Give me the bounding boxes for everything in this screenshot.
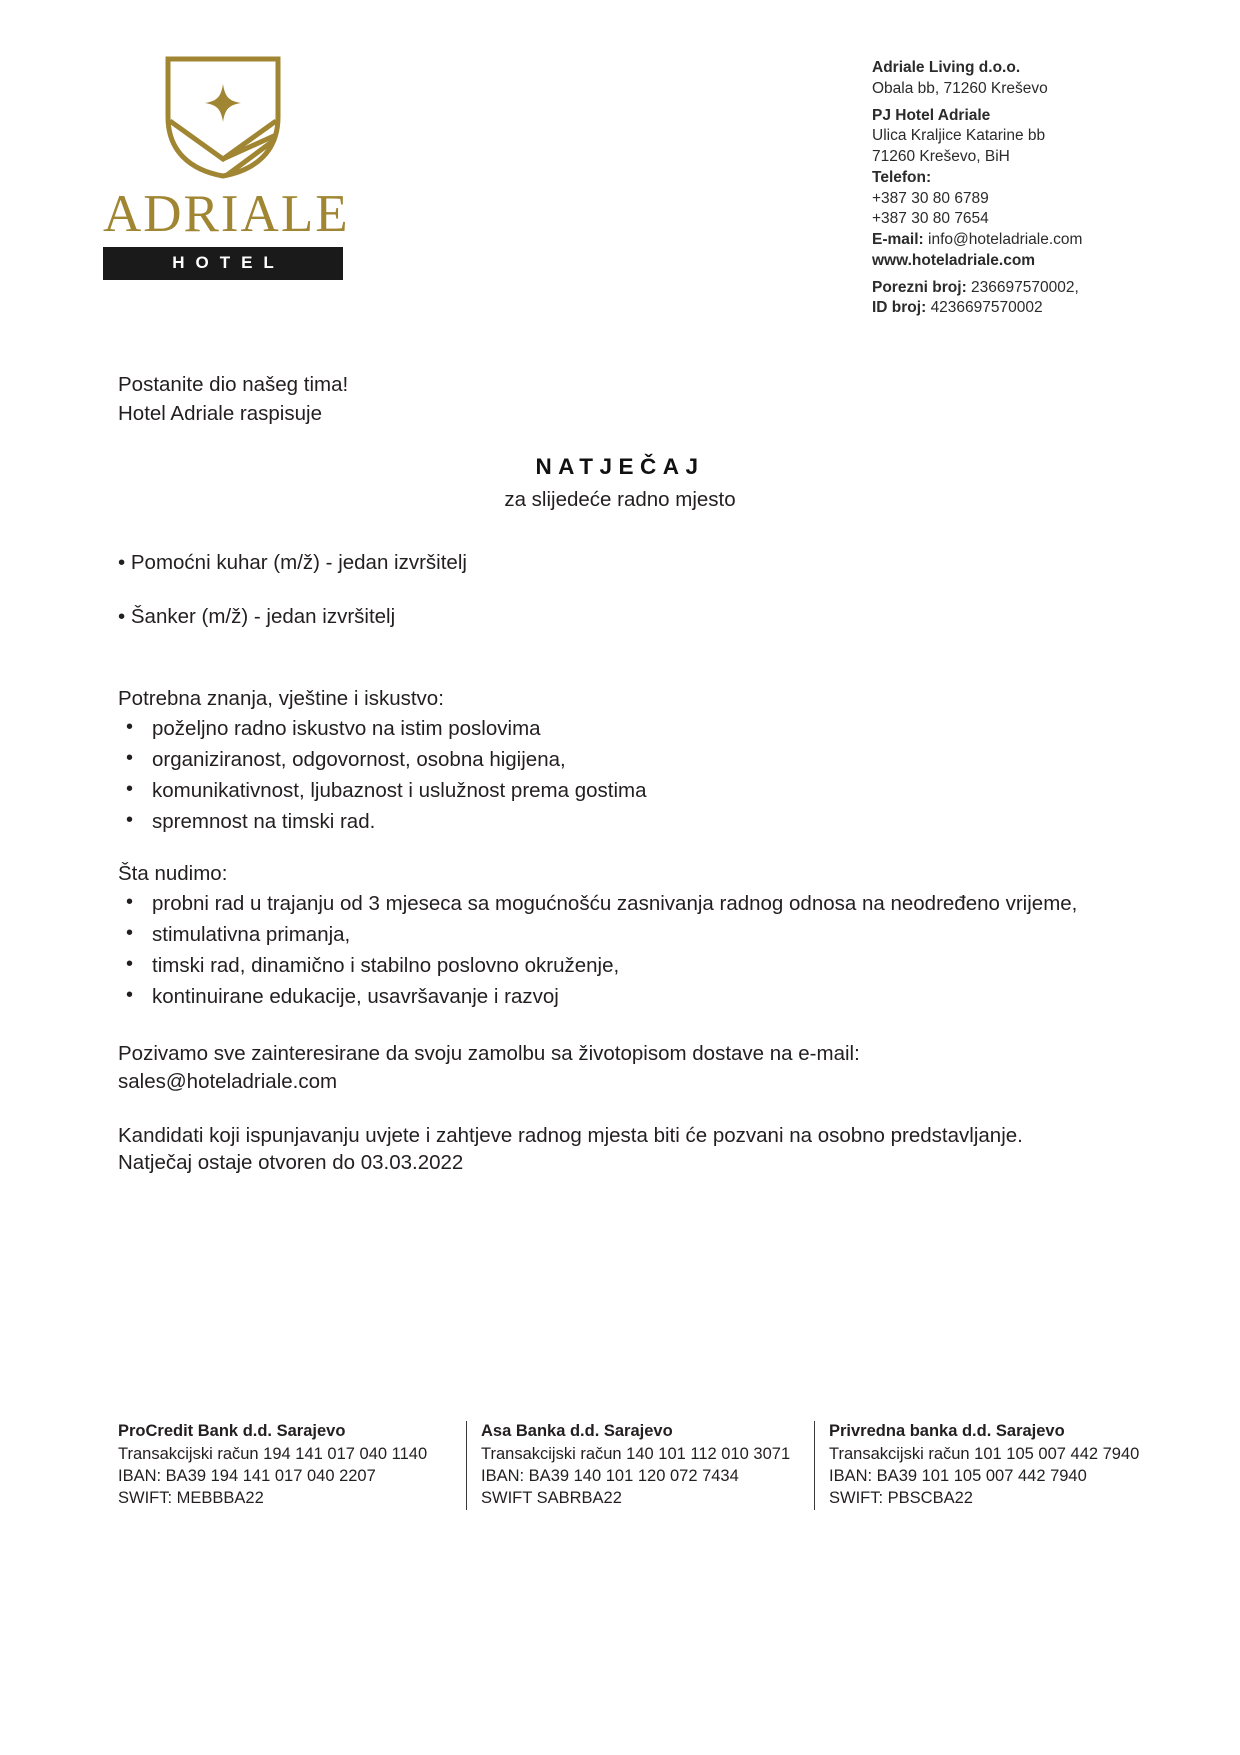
bank-account: Transakcijski račun 140 101 112 010 3071 xyxy=(481,1444,791,1463)
company-name: Adriale Living d.o.o. xyxy=(872,59,1021,76)
email-value: info@hoteladriale.com xyxy=(928,231,1083,249)
list-item: • kontinuirane edukacije, usavršavanje i razvoj xyxy=(118,983,1128,1011)
list-item: • stimulativna primanja, xyxy=(118,921,1128,949)
bank-column xyxy=(118,1421,466,1510)
bank-account: Transakcijski račun 194 141 017 040 1140 xyxy=(118,1444,428,1463)
page-title: NATJEČAJ xyxy=(535,454,705,479)
bank-column xyxy=(466,1421,814,1510)
website: www.hoteladriale.com xyxy=(872,251,1036,269)
list-item: • Šanker (m/ž) - jedan izvršitelj xyxy=(118,604,396,628)
shield-crest-icon xyxy=(103,55,343,180)
list-item: • Pomoćni kuhar (m/ž) - jedan izvršitelj xyxy=(118,551,467,574)
list-item: • probni rad u trajanju od 3 mjeseca sa mogućnošću zasnivanja radnog odnosa na neodređeno vrijeme, xyxy=(118,890,1128,918)
bank-account: Transakcijski račun 101 105 007 442 7940 xyxy=(829,1444,1140,1463)
letterhead-header xyxy=(0,45,1240,317)
branch-address-line2: 71260 Kreševo, BiH xyxy=(872,148,1010,166)
intro-paragraph xyxy=(118,370,348,428)
brand-wordmark: ADRIALE xyxy=(103,185,350,243)
open-positions-list xyxy=(118,549,467,631)
branch-address-line1: Ulica Kraljice Katarine bb xyxy=(872,127,1046,145)
offer-heading: Šta nudimo: xyxy=(118,862,228,886)
page-subtitle: za slijedeće radno mjesto xyxy=(504,488,736,512)
list-item: • poželjno radno iskustvo na istim poslovima xyxy=(118,715,1128,743)
email-row xyxy=(872,230,1202,251)
offer-list xyxy=(118,890,1128,1011)
bank-swift: SWIFT SABRBA22 xyxy=(481,1488,622,1507)
brand-subword-band: HOTEL xyxy=(103,247,343,280)
phone-label: Telefon: xyxy=(872,168,932,186)
details-section xyxy=(118,685,1128,1177)
bank-swift: SWIFT: PBSCBA22 xyxy=(829,1488,973,1507)
email-label: E-mail: xyxy=(872,231,924,249)
closing-deadline: Natječaj ostaje otvoren do 03.03.2022 xyxy=(118,1151,464,1175)
list-item: • komunikativnost, ljubaznost i uslužnost prema gostima xyxy=(118,777,1128,805)
apply-instruction-line-1: Pozivamo sve zainteresirane da svoju zamolbu sa životopisom dostave na e-mail: xyxy=(118,1041,860,1065)
list-item: • timski rad, dinamično i stabilno poslovno okruženje, xyxy=(118,952,1128,980)
tax-number-value: 236697570002, xyxy=(971,278,1079,296)
intro-line-2: Hotel Adriale raspisuje xyxy=(118,402,322,426)
list-item: • organiziranost, odgovornost, osobna higijena, xyxy=(118,746,1128,774)
phone-number-2: +387 30 80 7654 xyxy=(872,210,989,228)
closing-line-1: Kandidati koji ispunjavanju uvjete i zahtjeve radnog mjesta biti će pozvani na osobno predstavljanje. xyxy=(118,1123,1023,1147)
requirements-list xyxy=(118,715,1128,836)
company-logo xyxy=(103,55,350,280)
apply-email: sales@hoteladriale.com xyxy=(118,1069,338,1093)
branch-name: PJ Hotel Adriale xyxy=(872,106,991,124)
bank-name: Asa Banka d.d. Sarajevo xyxy=(481,1422,673,1440)
contact-details xyxy=(872,58,1202,319)
id-number-label: ID broj: xyxy=(872,299,927,317)
bank-iban: IBAN: BA39 140 101 120 072 7434 xyxy=(481,1466,739,1485)
bank-details-footer xyxy=(118,1421,1140,1510)
bank-swift: SWIFT: MEBBBA22 xyxy=(118,1488,264,1507)
requirements-heading: Potrebna znanja, vještine i iskustvo: xyxy=(118,687,444,710)
bank-name: Privredna banka d.d. Sarajevo xyxy=(829,1422,1065,1440)
id-number-value: 4236697570002 xyxy=(930,299,1043,317)
bank-column xyxy=(814,1421,1140,1510)
bank-iban: IBAN: BA39 194 141 017 040 2207 xyxy=(118,1466,376,1485)
announcement-title-block xyxy=(0,452,1240,514)
company-address: Obala bb, 71260 Kreševo xyxy=(872,79,1048,97)
tax-number-row xyxy=(872,278,1202,299)
phone-number-1: +387 30 80 6789 xyxy=(872,189,989,207)
bank-iban: IBAN: BA39 101 105 007 442 7940 xyxy=(829,1466,1087,1485)
list-item: • spremnost na timski rad. xyxy=(118,808,1128,836)
tax-number-label: Porezni broj: xyxy=(872,278,967,296)
intro-line-1: Postanite dio našeg tima! xyxy=(118,373,349,396)
id-number-row xyxy=(872,298,1202,319)
bank-name: ProCredit Bank d.d. Sarajevo xyxy=(118,1422,346,1440)
